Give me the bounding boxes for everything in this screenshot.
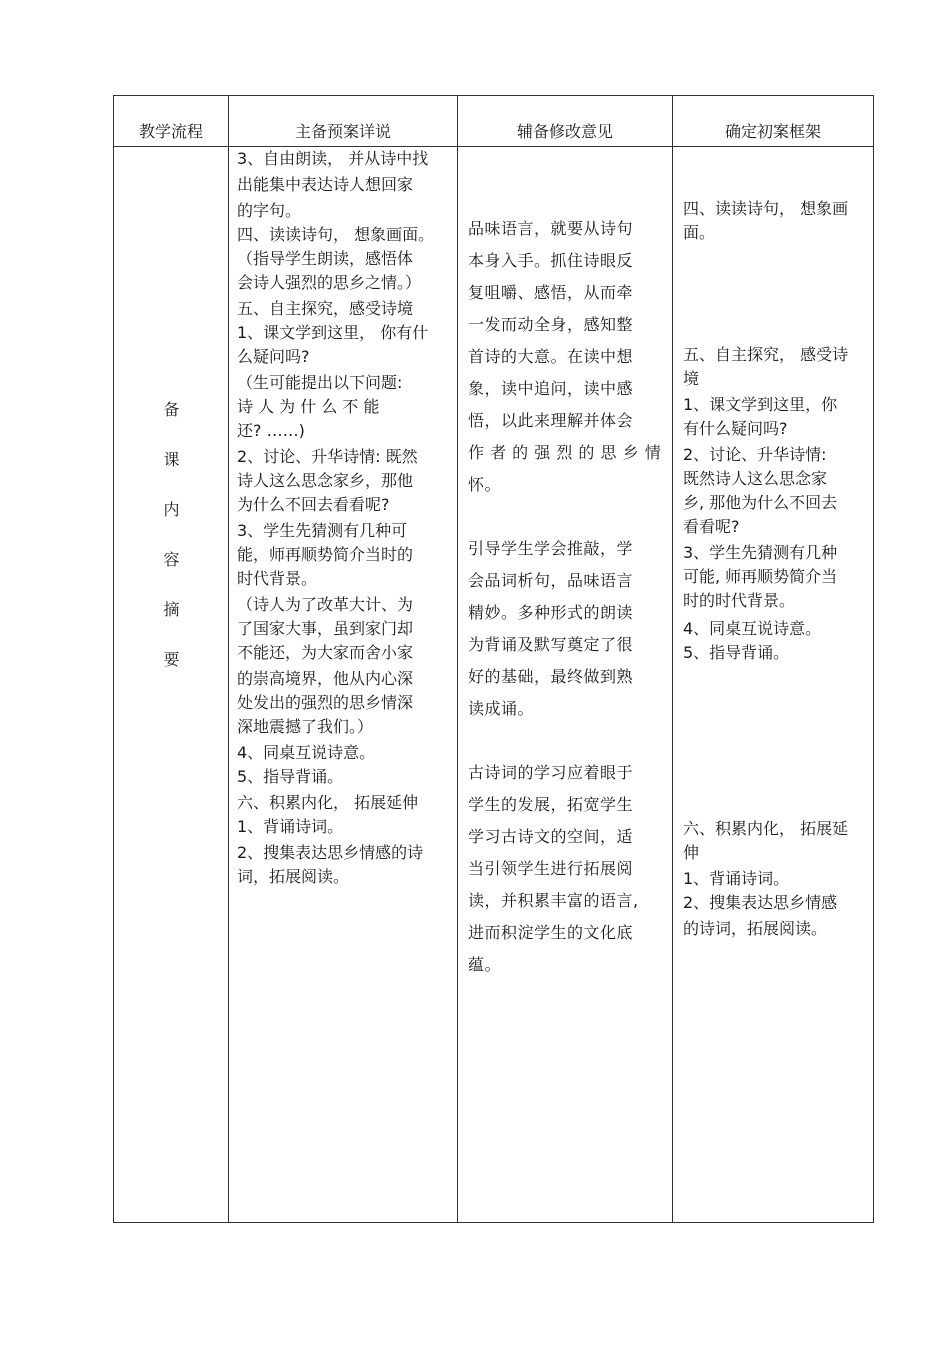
side-label-char: 容 — [163, 550, 180, 569]
final-framework-text — [673, 147, 873, 1222]
revision-notes-text — [458, 147, 672, 1222]
text-line: 为什么不回去看看呢? — [237, 495, 390, 514]
text-line: 五、自主探究， 感受诗 — [683, 345, 849, 364]
header-main-plan — [229, 96, 458, 147]
text-line: 3、自由朗读， 并从诗中找 — [237, 149, 429, 168]
text-line: 品味语言，就要从诗句 — [468, 219, 634, 238]
text-line: 1、背诵诗词。 — [237, 817, 344, 836]
text-line: 处发出的强烈的思乡情深 — [237, 693, 414, 712]
text-line: 2、讨论、升华诗情: — [683, 445, 827, 464]
side-label-char: 课 — [163, 450, 180, 469]
text-line: 五、自主探究，感受诗境 — [237, 299, 414, 318]
text-line: 学生的发展，拓宽学生 — [468, 795, 634, 814]
text-line: 5、指导背诵。 — [237, 767, 344, 786]
text-line: 时代背景。 — [237, 569, 318, 588]
lesson-plan-table — [113, 95, 874, 1223]
text-line: 4、同桌互说诗意。 — [237, 743, 376, 762]
text-line: 精妙。多种形式的朗读 — [468, 603, 634, 622]
text-line: 读成诵。 — [468, 699, 535, 718]
side-label-char: 摘 — [163, 600, 180, 619]
header-label: 确定初案框架 — [724, 122, 821, 141]
text-line: 首诗的大意。在读中想 — [468, 347, 634, 366]
text-line: 能，师再顺势简介当时的 — [237, 545, 414, 564]
text-line: 1、课文学到这里， 你有什 — [237, 323, 429, 342]
text-line: 诗人这么思念家乡，那他 — [237, 471, 414, 490]
text-line: （生可能提出以下问题: — [237, 373, 403, 392]
text-line: 诗 人 为 什 么 不 能 — [237, 397, 380, 416]
side-label-cell — [114, 147, 229, 1223]
header-final-framework — [673, 96, 874, 147]
text-line: 悟，以此来理解并体会 — [468, 411, 634, 430]
text-line: 3、学生先猜测有几种可 — [237, 521, 408, 540]
text-line: 四、读读诗句， 想象画 — [683, 199, 849, 218]
text-line: 可能, 师再顺势简介当 — [683, 567, 838, 586]
text-line: 复咀嚼、感悟，从而牵 — [468, 283, 634, 302]
text-line: 的崇高境界，他从内心深 — [237, 669, 414, 688]
text-line: 象，读中追问，读中感 — [468, 379, 634, 398]
text-line: 会诗人强烈的思乡之情。） — [237, 273, 422, 292]
text-line: 2、搜集表达思乡情感 — [683, 893, 838, 912]
side-label-char: 内 — [163, 500, 180, 519]
text-line: 伸 — [683, 843, 700, 862]
text-line: 3、学生先猜测有几种 — [683, 543, 838, 562]
text-line: 境 — [683, 369, 700, 388]
side-label-char: 要 — [163, 650, 180, 669]
text-line: 怀。 — [468, 475, 502, 494]
text-line: 本身入手。抓住诗眼反 — [468, 251, 634, 270]
text-line: 时的时代背景。 — [683, 591, 796, 610]
header-label: 主备预案详说 — [294, 122, 391, 141]
text-line: 古诗词的学习应着眼于 — [468, 763, 634, 782]
text-line: 出能集中表达诗人想回家 — [237, 175, 414, 194]
text-line: 学习古诗文的空间，适 — [468, 827, 634, 846]
content-row — [114, 147, 874, 1223]
header-revision-notes — [458, 96, 673, 147]
header-row — [114, 96, 874, 147]
text-line: 作 者 的 强 烈 的 思 乡 情 — [468, 443, 662, 462]
text-line: 好的基础，最终做到熟 — [468, 667, 634, 686]
text-line: 为背诵及默写奠定了很 — [468, 635, 634, 654]
text-line: 六、积累内化， 拓展延伸 — [237, 793, 419, 812]
text-line: 5、指导背诵。 — [683, 643, 790, 662]
text-line: 1、课文学到这里，你 — [683, 395, 838, 414]
header-label: 教学流程 — [138, 122, 203, 141]
text-line: 还? ……) — [237, 421, 305, 440]
side-label-char: 备 — [163, 400, 180, 419]
text-line: （诗人为了改革大计、为 — [237, 595, 414, 614]
header-teaching-flow — [114, 96, 229, 147]
text-line: 当引领学生进行拓展阅 — [468, 859, 634, 878]
text-line: 2、讨论、升华诗情: 既然 — [237, 447, 418, 466]
text-line: （指导学生朗读，感悟体 — [237, 249, 414, 268]
revision-notes-cell — [458, 147, 673, 1223]
text-line: 的字句。 — [237, 201, 302, 220]
final-framework-cell — [673, 147, 874, 1223]
text-line: 2、搜集表达思乡情感的诗 — [237, 843, 424, 862]
text-line: 进而积淀学生的文化底 — [468, 923, 634, 942]
text-line: 引导学生学会推敲，学 — [468, 539, 634, 558]
text-line: 么疑问吗? — [237, 347, 310, 366]
text-line: 蕴。 — [468, 955, 502, 974]
text-line: 既然诗人这么思念家 — [683, 469, 828, 488]
text-line: 4、同桌互说诗意。 — [683, 619, 822, 638]
text-line: 深地震撼了我们。） — [237, 717, 374, 736]
text-line: 乡, 那他为什么不回去 — [683, 493, 838, 512]
text-line: 不能还，为大家而舍小家 — [237, 643, 414, 662]
header-label: 辅备修改意见 — [516, 122, 613, 141]
main-plan-cell — [229, 147, 458, 1223]
text-line: 六、积累内化， 拓展延 — [683, 819, 849, 838]
text-line: 读，并积累丰富的语言, — [468, 891, 639, 910]
text-line: 有什么疑问吗? — [683, 419, 788, 438]
text-line: 会品词析句，品味语言 — [468, 571, 634, 590]
text-line: 看看呢? — [683, 517, 740, 536]
text-line: 词，拓展阅读。 — [237, 867, 350, 886]
main-plan-text — [229, 147, 457, 1222]
text-line: 四、读读诗句， 想象画面。 — [237, 225, 435, 244]
text-line: 面。 — [683, 223, 716, 242]
text-line: 1、背诵诗词。 — [683, 869, 790, 888]
text-line: 了国家大事，虽到家门却 — [237, 619, 414, 638]
text-line: 一发而动全身，感知整 — [468, 315, 634, 334]
text-line: 的诗词，拓展阅读。 — [683, 919, 828, 938]
